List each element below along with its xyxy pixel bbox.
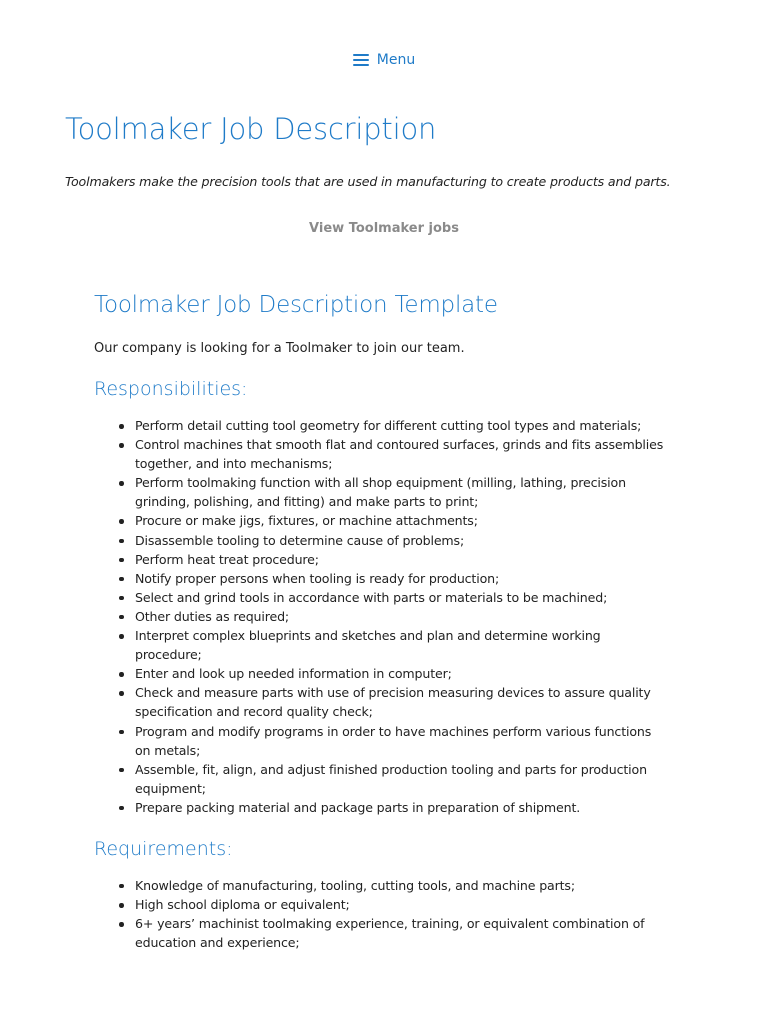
list-item: High school diploma or equivalent; — [94, 895, 669, 914]
list-item: Prepare packing material and package parts in preparation of shipment. — [94, 798, 669, 817]
list-item: Knowledge of manufacturing, tooling, cutting tools, and machine parts; — [94, 876, 669, 895]
list-item: Perform toolmaking function with all shop equipment (milling, lathing, precision grinding, polishing, and fitting) and make parts to print; — [94, 473, 669, 511]
list-item: Check and measure parts with use of precision measuring devices to assure quality specification and record quality check; — [94, 683, 669, 721]
list-item: Perform heat treat procedure; — [94, 550, 669, 569]
job-description-template — [94, 292, 694, 952]
requirements-list — [94, 876, 669, 952]
template-title: Toolmaker Job Description Template — [94, 292, 498, 318]
responsibilities-heading: Responsibilities: — [94, 378, 248, 400]
company-intro: Our company is looking for a Toolmaker to join our team. — [94, 341, 465, 356]
page-title: Toolmaker Job Description — [65, 112, 437, 146]
list-item: Procure or make jigs, fixtures, or machine attachments; — [94, 511, 669, 530]
menu-button[interactable] — [353, 52, 415, 68]
responsibilities-list — [94, 416, 669, 817]
list-item: Disassemble tooling to determine cause of problems; — [94, 531, 669, 550]
list-item: Enter and look up needed information in computer; — [94, 664, 669, 683]
menu-label: Menu — [376, 52, 416, 68]
list-item: Program and modify programs in order to have machines perform various functions on metals; — [94, 722, 669, 760]
list-item: Select and grind tools in accordance with parts or materials to be machined; — [94, 588, 669, 607]
requirements-heading: Requirements: — [94, 837, 233, 860]
view-jobs-link[interactable]: View Toolmaker jobs — [309, 221, 459, 236]
list-item: Interpret complex blueprints and sketches and plan and determine working procedure; — [94, 626, 669, 664]
list-item: Notify proper persons when tooling is ready for production; — [94, 569, 669, 588]
hamburger-icon — [353, 54, 369, 66]
list-item: 6+ years’ machinist toolmaking experience, training, or equivalent combination of education and experience; — [94, 914, 669, 952]
intro-text: Toolmakers make the precision tools that are used in manufacturing to create products and parts. — [65, 174, 671, 189]
top-nav — [0, 49, 768, 71]
list-item: Perform detail cutting tool geometry for different cutting tool types and materials; — [94, 416, 669, 435]
list-item: Assemble, fit, align, and adjust finished production tooling and parts for production equipment; — [94, 760, 669, 798]
list-item: Control machines that smooth flat and contoured surfaces, grinds and fits assemblies together, and into mechanisms; — [94, 435, 669, 473]
list-item: Other duties as required; — [94, 607, 669, 626]
